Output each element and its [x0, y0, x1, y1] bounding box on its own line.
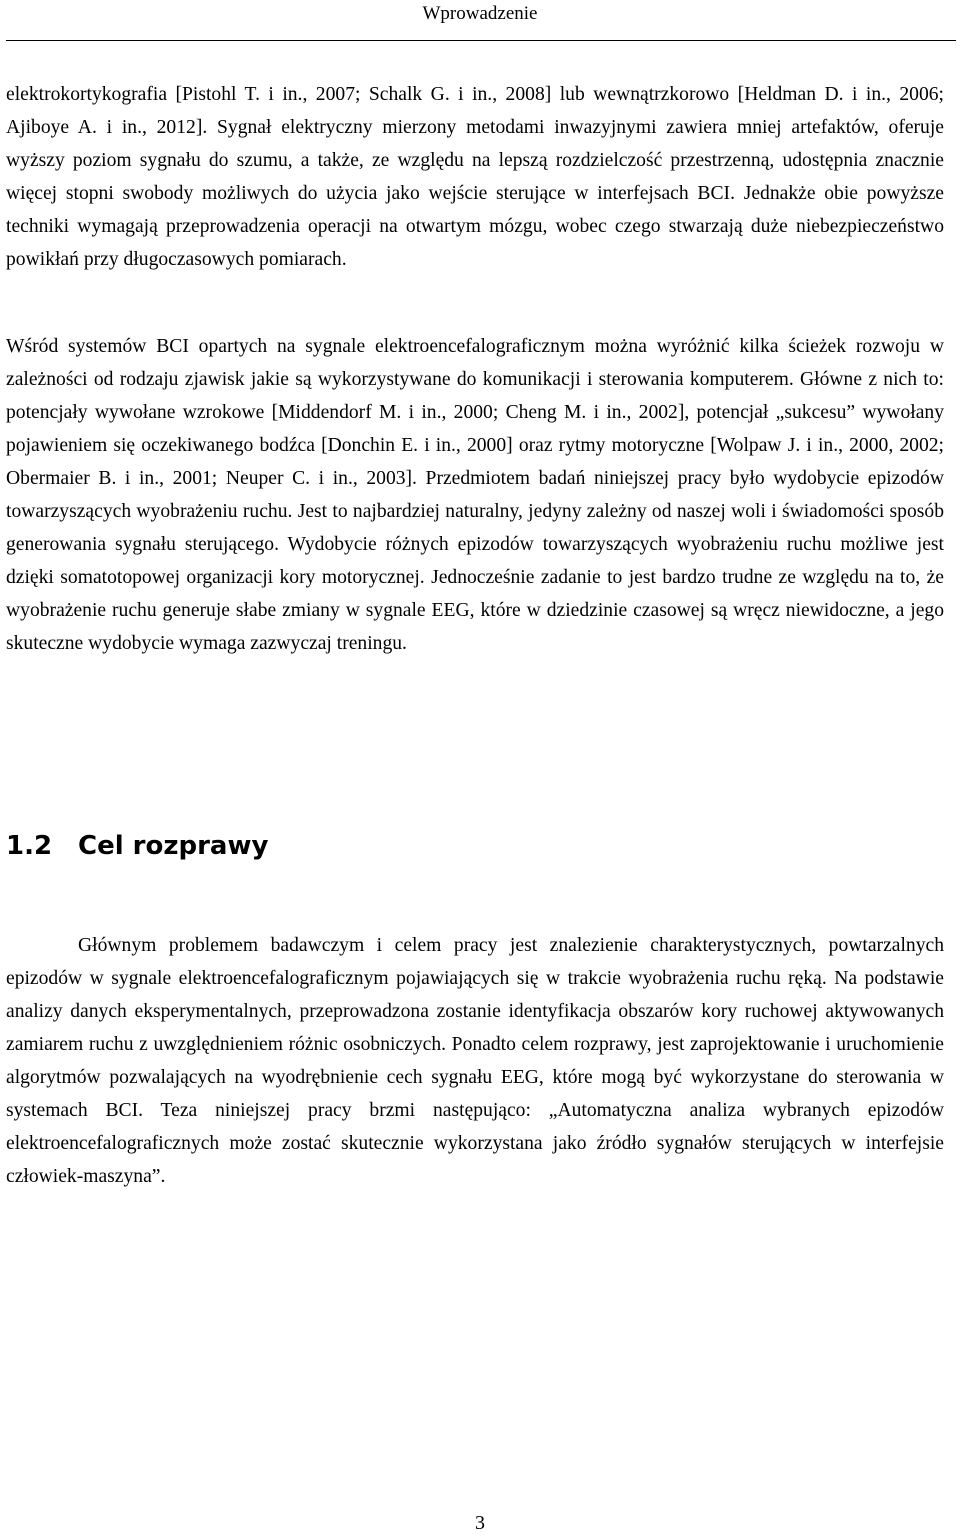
section-number: 1.2 [6, 831, 53, 861]
body-paragraph-2: Wśród systemów BCI opartych na sygnale elektroencefalograficznym można wyróżnić kilka ścieżek rozwoju w zależności od rodzaju zjawisk jakie są wykorzystywane do komunikacji i sterowania komputerem. Główne z nich to: potencjały wywołane wzrokowe [Middendorf M. i in., 2000; Cheng M. i in., 2002], potencjał „sukcesu” wywołany pojawieniem się oczekiwanego bodźca [Donchin E. i in., 2000] oraz rytmy motoryczne [Wolpaw J. i in., 2000, 2002; Obermaier B. i in., 2001; Neuper C. i in., 2003]. Przedmiotem badań niniejszej pracy było wydobycie epizodów towarzyszących wyobrażeniu ruchu. Jest to najbardziej naturalny, jedyny zależny od naszej woli i świadomości sposób generowania sygnału sterującego. Wydobycie różnych epizodów towarzyszących wyobrażeniu ruchu możliwe jest dzięki somatotopowej organizacji kory motorycznej. Jednocześnie zadanie to jest bardzo trudne ze względu na to, że wyobrażenie ruchu generuje słabe zmiany w sygnale EEG, które w dziedzinie czasowej są wręcz niewidoczne, a jego skuteczne wydobycie wymaga zazwyczaj treningu. [6, 336, 944, 654]
page-number: 3 [475, 1512, 485, 1534]
section-heading [6, 828, 268, 864]
running-header: Wprowadzenie [422, 3, 538, 24]
section-title: Cel rozprawy [78, 831, 269, 861]
section-paragraph: Głównym problemem badawczym i celem pracy jest znalezienie charakterystycznych, powtarzalnych epizodów w sygnale elektroencefalograficznym pojawiających się w trakcie wyobrażenia ruchu ręką. Na podstawie analizy danych eksperymentalnych, przeprowadzona zostanie identyfikacja obszarów kory ruchowej aktywowanych zamiarem ruchu z uwzględnieniem różnic osobniczych. Ponadto celem rozprawy, jest zaprojektowanie i uruchomienie algorytmów pozwalających na wyodrębnienie cech sygnału EEG, które mogą być wykorzystane do sterowania w systemach BCI. Teza niniejszej pracy brzmi następująco: „Automatyczna analiza wybranych epizodów elektroencefalograficznych może zostać skutecznie wykorzystana jako źródło sygnałów sterujących w interfejsie człowiek-maszyna”. [6, 935, 944, 1187]
body-paragraph-1: elektrokortykografia [Pistohl T. i in., 2007; Schalk G. i in., 2008] lub wewnątrzkorowo [Heldman D. i in., 2006; Ajiboye A. i in., 2012]. Sygnał elektryczny mierzony metodami inwazyjnymi zawiera mniej artefaktów, oferuje wyższy poziom sygnału do szumu, a także, ze względu na lepszą rozdzielczość przestrzenną, udostępnia znacznie więcej stopni swobody możliwych do użycia jako wejście sterujące w interfejsach BCI. Jednakże obie powyższe techniki wymagają przeprowadzenia operacji na otwartym mózgu, wobec czego stwarzają duże niebezpieczeństwo powikłań przy długoczasowych pomiarach. [6, 84, 944, 270]
header-divider [6, 40, 956, 41]
